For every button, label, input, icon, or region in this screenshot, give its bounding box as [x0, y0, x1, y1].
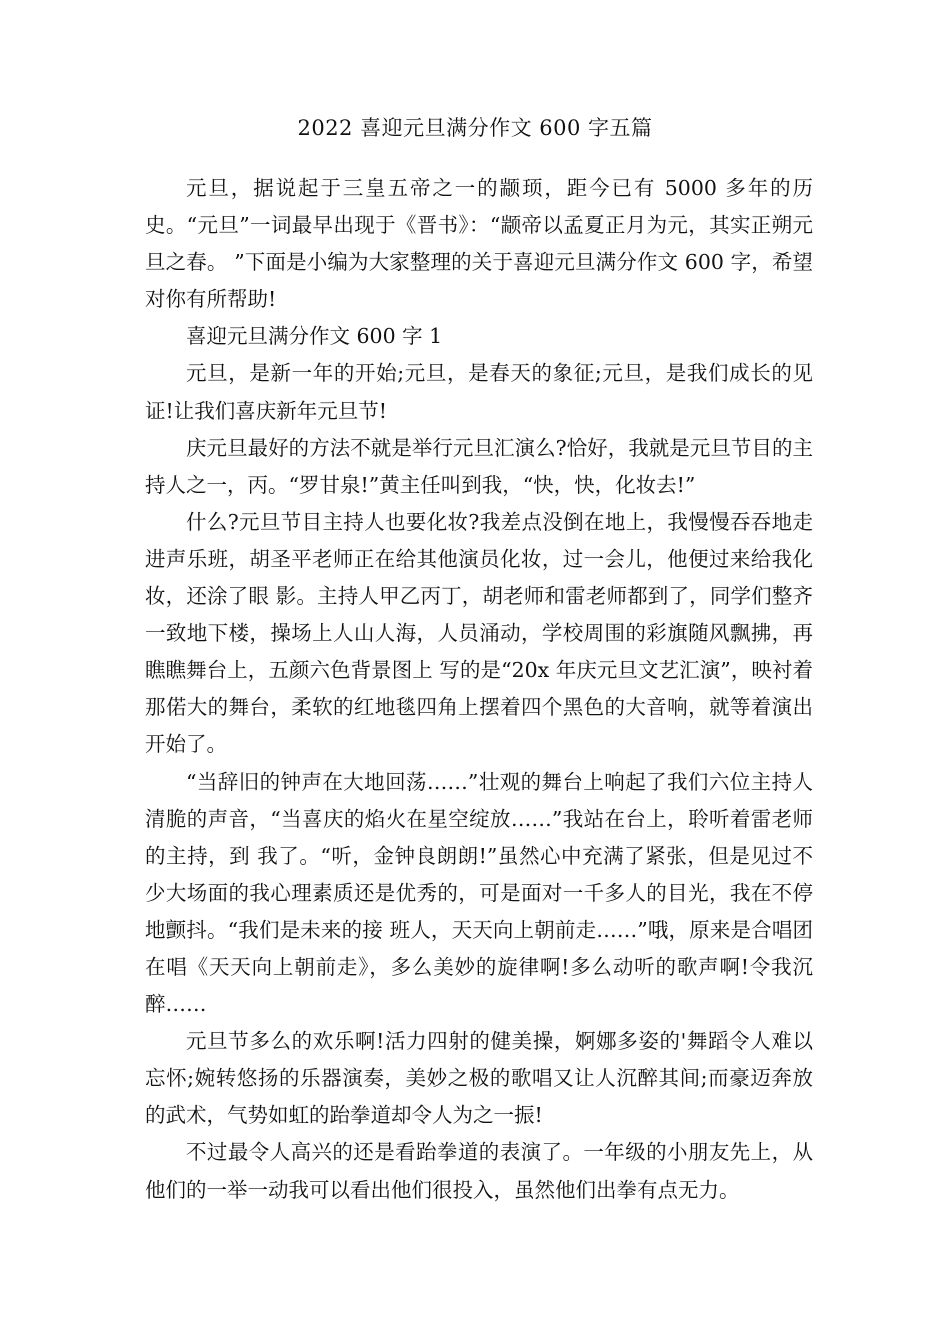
paragraph: 什么?元旦节目主持人也要化妆?我差点没倒在地上，我慢慢吞吞地走进声乐班，胡圣平老师正在给其他演员化妆，过一会儿，他便过来给我化妆，还涂了眼 影。主持人甲乙丙丁，胡老师和雷老师都到了，同学们整齐一致地下楼，操场上人山人海，人员涌动，学校周围的彩旗随风飘拂，再瞧瞧舞台上，五颜六色背景图上 写的是“20x 年庆元旦文艺汇演”，映衬着那偌大的舞台，柔软的红地毯四角上摆着四个黑色的大音响，就等着演出开始了。 — [145, 509, 813, 757]
paragraph: 庆元旦最好的方法不就是举行元旦汇演么?恰好，我就是元旦节目的主持人之一，丙。“罗甘泉!”黄主任叫到我，“快，快，化妆去!” — [145, 435, 813, 497]
paragraph: 不过最令人高兴的还是看跆拳道的表演了。一年级的小朋友先上，从他们的一举一动我可以看出他们很投入，虽然他们出拳有点无力。 — [145, 1140, 813, 1202]
paragraph: 元旦节多么的欢乐啊!活力四射的健美操，婀娜多姿的'舞蹈令人难以忘怀;婉转悠扬的乐器演奏，美妙之极的歌唱又让人沉醉其间;而豪迈奔放的武术，气势如虹的跆拳道却令人为之一振! — [145, 1029, 813, 1128]
paragraph-intro: 元旦，据说起于三皇五帝之一的颛顼，距今已有 5000 多年的历史。“元旦”一词最早出现于《晋书》：“颛帝以孟夏正月为元，其实正朔元旦之春。 ”下面是小编为大家整理的关于喜迎元旦满分作文 600 字，希望对你有所帮助! — [145, 176, 813, 312]
document-title: 2022 喜迎元旦满分作文 600 字五篇 — [297, 116, 653, 140]
section-heading: 喜迎元旦满分作文 600 字 1 — [186, 324, 443, 349]
paragraph: “当辞旧的钟声在大地回荡……”壮观的舞台上响起了我们六位主持人清脆的声音，“当喜庆的焰火在星空绽放……”我站在台上，聆听着雷老师的主持，到 我了。“听，金钟良朗朗!”虽然心中充满了紧张，但是见过不少大场面的我心理素质还是优秀的，可是面对一千多人的目光，我在不停地颤抖。“我们是未来的接 班人，天天向上朝前走……”哦，原来是合唱团在唱《天天向上朝前走》，多么美妙的旋律啊!多么动听的歌声啊!令我沉醉…… — [145, 769, 813, 1017]
paragraph: 元旦，是新一年的开始;元旦，是春天的象征;元旦，是我们成长的见证!让我们喜庆新年元旦节! — [145, 361, 813, 423]
document-body — [145, 170, 813, 1209]
